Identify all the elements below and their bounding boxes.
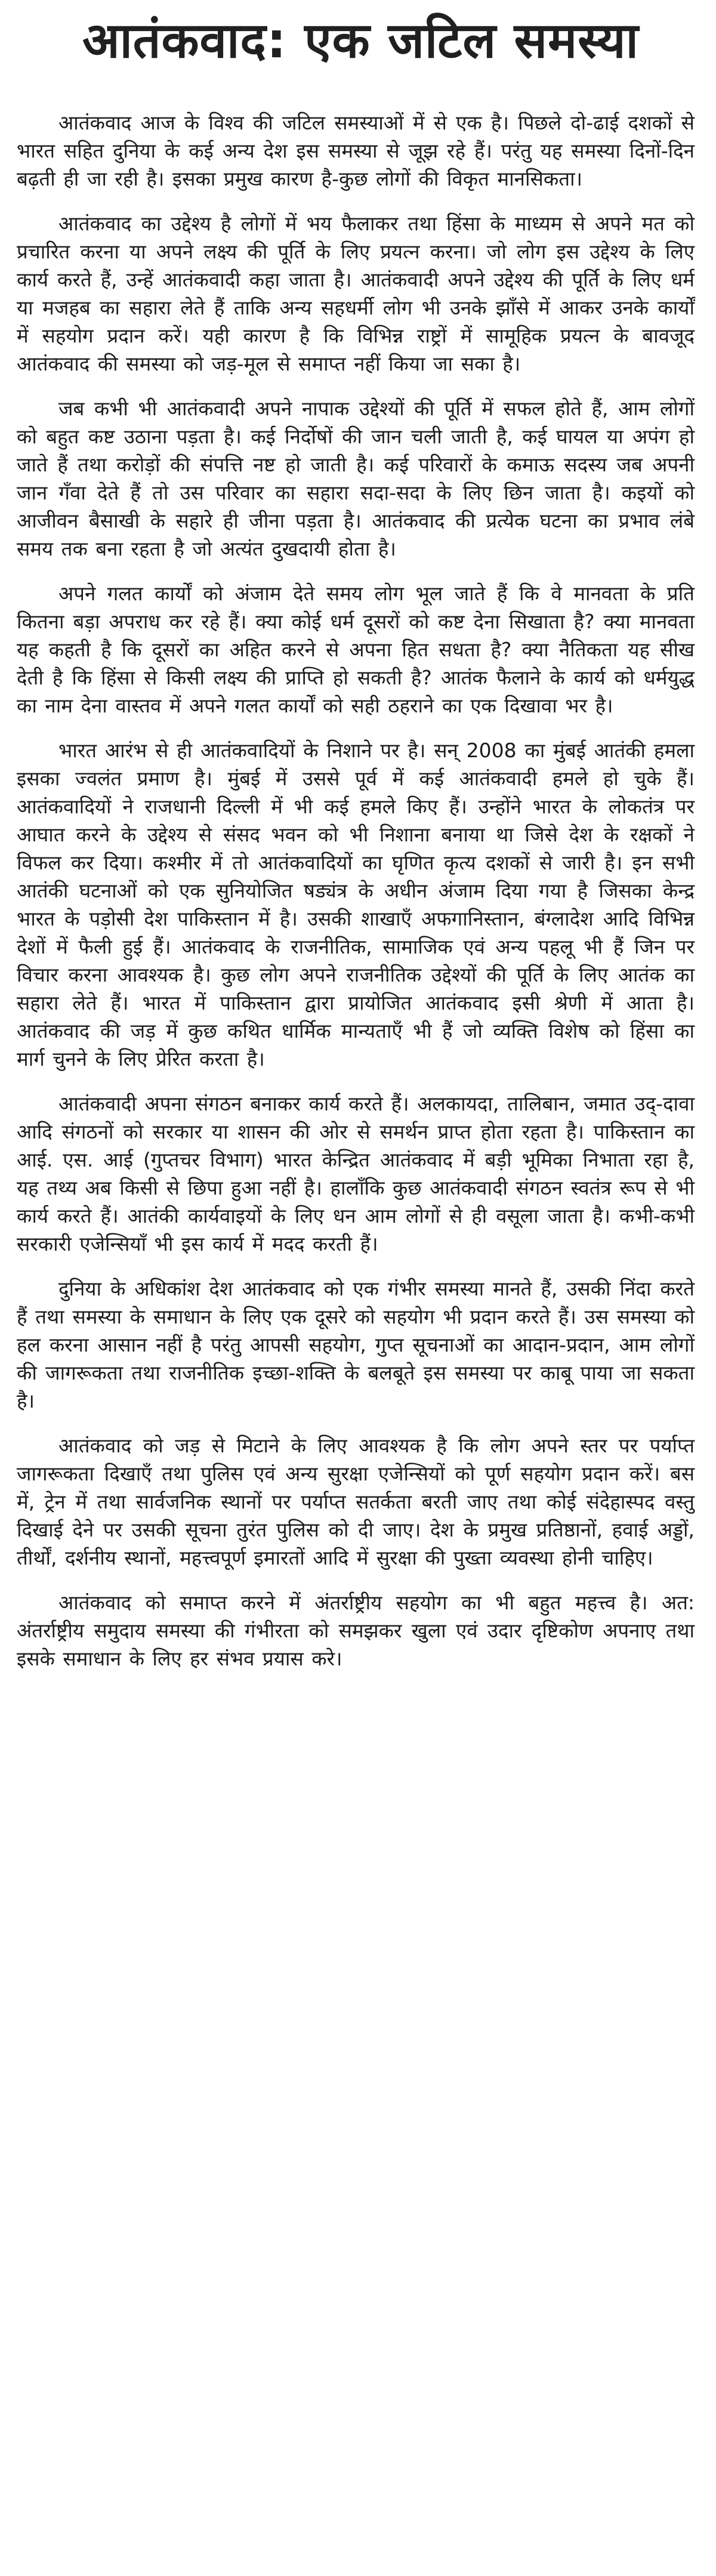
essay-body: [17, 109, 695, 1673]
essay-paragraph: आतंकवाद आज के विश्व की जटिल समस्याओं में से एक है। पिछले दो-ढाई दशकों से भारत सहित दुनिया के कई अन्य देश इस समस्या से जूझ रहे हैं। परंतु यह समस्या दिनों-दिन बढ़ती ही जा रही है। इसका प्रमुख कारण है-कुछ लोगों की विकृत मानसिकता।: [17, 111, 695, 190]
essay-paragraph: आतंकवाद का उद्देश्य है लोगों में भय फैलाकर तथा हिंसा के माध्यम से अपने मत को प्रचारित करना या अपने लक्ष्य की पूर्ति के लिए प्रयत्न करना। जो लोग इस उद्देश्य के लिए कार्य करते हैं, उन्हें आतंकवादी कहा जाता है। आतंकवादी अपने उद्देश्य की पूर्ति के लिए धर्म या मजहब का सहारा लेते हैं ताकि अन्य सहधर्मी लोग भी उनके झाँसे में आकर उनके कार्यों में सहयोग प्रदान करें। यही कारण है कि विभिन्न राष्ट्रों में सामूहिक प्रयत्न के बावजूद आतंकवाद की समस्या को जड़-मूल से समाप्त नहीं किया जा सका है।: [17, 212, 695, 375]
essay-title: आतंकवाद: एक जटिल समस्या: [82, 13, 639, 69]
essay-paragraph: भारत आरंभ से ही आतंकवादियों के निशाने पर है। सन् 2008 का मुंबई आतंकी हमला इसका ज्वलंत प्रमाण है। मुंबई में उससे पूर्व में कई आतंकवादी हमले हो चुके हैं। आतंकवादियों ने राजधानी दिल्ली में भी कई हमले किए हैं। उन्होंने भारत के लोकतंत्र पर आघात करने के उद्देश्य से संसद भवन को भी निशाना बनाया था जिसे देश के रक्षकों ने विफल कर दिया। कश्मीर में तो आतंकवादियों का घृणित कृत्य दशकों से जारी है। इन सभी आतंकी घटनाओं को एक सुनियोजित षड्यंत्र के अधीन अंजाम दिया गया है जिसका केन्द्र भारत के पड़ोसी देश पाकिस्तान में है। उसकी शाखाएँ अफगानिस्तान, बंग्लादेश आदि विभिन्न देशों में फैली हुई हैं। आतंकवाद के राजनीतिक, सामाजिक एवं अन्य पहलू भी हैं जिन पर विचार करना आवश्यक है। कुछ लोग अपने राजनीतिक उद्देश्यों की पूर्ति के लिए आतंक का सहारा लेते हैं। भारत में पाकिस्तान द्वारा प्रायोजित आतंकवाद इसी श्रेणी में आता है। आतंकवाद की जड़ में कुछ कथित धार्मिक मान्यताएँ भी हैं जो व्यक्ति विशेष को हिंसा का मार्ग चुनने के लिए प्रेरित करता है।: [17, 739, 695, 1070]
essay-paragraph: दुनिया के अधिकांश देश आतंकवाद को एक गंभीर समस्या मानते हैं, उसकी निंदा करते हैं तथा समस्या के समाधान के लिए एक दूसरे को सहयोग भी प्रदान करते हैं। उस समस्या को हल करना आसान नहीं है परंतु आपसी सहयोग, गुप्त सूचनाओं का आदान-प्रदान, आम लोगों की जागरूकता तथा राजनीतिक इच्छा-शक्ति के बलबूते इस समस्या पर काबू पाया जा सकता है।: [17, 1277, 695, 1412]
essay-paragraph: अपने गलत कार्यों को अंजाम देते समय लोग भूल जाते हैं कि वे मानवता के प्रति कितना बड़ा अपराध कर रहे हैं। क्या कोई धर्म दूसरों को कष्ट देना सिखाता है? क्या मानवता यह कहती है कि दूसरों का अहित करने से अपना हित सधता है? क्या नैतिकता यह सीख देती है कि हिंसा से किसी लक्ष्य की प्राप्ति हो सकती है? आतंक फैलाने के कार्य को धर्मयुद्ध का नाम देना वास्तव में अपने गलत कार्यों को सही ठहराने का एक दिखावा भर है।: [17, 582, 695, 717]
essay-paragraph: आतंकवाद को समाप्त करने में अंतर्राष्ट्रीय सहयोग का भी बहुत महत्त्व है। अत: अंतर्राष्ट्रीय समुदाय समस्या की गंभीरता को समझकर खुला एवं उदार दृष्टिकोण अपनाए तथा इसके समाधान के लिए हर संभव प्रयास करे।: [17, 1591, 695, 1670]
essay-paragraph: आतंकवाद को जड़ से मिटाने के लिए आवश्यक है कि लोग अपने स्तर पर पर्याप्त जागरूकता दिखाएँ तथा पुलिस एवं अन्य सुरक्षा एजेन्सियों को पूर्ण सहयोग प्रदान करें। बस में, ट्रेन में तथा सार्वजनिक स्थानों पर पर्याप्त सतर्कता बरती जाए तथा कोई संदेहास्पद वस्तु दिखाई देने पर उसकी सूचना तुरंत पुलिस को दी जाए। देश के प्रमुख प्रतिष्ठानों, हवाई अड्डों, तीर्थों, दर्शनीय स्थानों, महत्त्वपूर्ण इमारतों आदि में सुरक्षा की पुख्ता व्यवस्था होनी चाहिए।: [17, 1434, 695, 1569]
essay-paragraph: आतंकवादी अपना संगठन बनाकर कार्य करते हैं। अलकायदा, तालिबान, जमात उद्-दावा आदि संगठनों को सरकार या शासन की ओर से समर्थन प्राप्त होता रहता है। पाकिस्तान का आई. एस. आई (गुप्तचर विभाग) भारत केन्द्रित आतंकवाद में बड़ी भूमिका निभाता रहा है, यह तथ्य अब किसी से छिपा हुआ नहीं है। हालाँकि कुछ आतंकवादी संगठन स्वतंत्र रूप से भी कार्य करते हैं। आतंकी कार्यवाइयों के लिए धन आम लोगों से ही वसूला जाता है। कभी-कभी सरकारी एजेन्सियाँ भी इस कार्य में मदद करती हैं।: [17, 1092, 695, 1255]
essay-paragraph: जब कभी भी आतंकवादी अपने नापाक उद्देश्यों की पूर्ति में सफल होते हैं, आम लोगों को बहुत कष्ट उठाना पड़ता है। कई निर्दोषों की जान चली जाती है, कई घायल या अपंग हो जाते हैं तथा करोड़ों की संपत्ति नष्ट हो जाती है। कई परिवारों के कमाऊ सदस्य जब अपनी जान गँवा देते हैं तो उस परिवार का सहारा सदा-सदा के लिए छिन जाता है। कइयों को आजीवन बैसाखी के सहारे ही जीना पड़ता है। आतंकवाद की प्रत्येक घटना का प्रभाव लंबे समय तक बना रहता है जो अत्यंत दुखदायी होता है।: [17, 397, 695, 560]
